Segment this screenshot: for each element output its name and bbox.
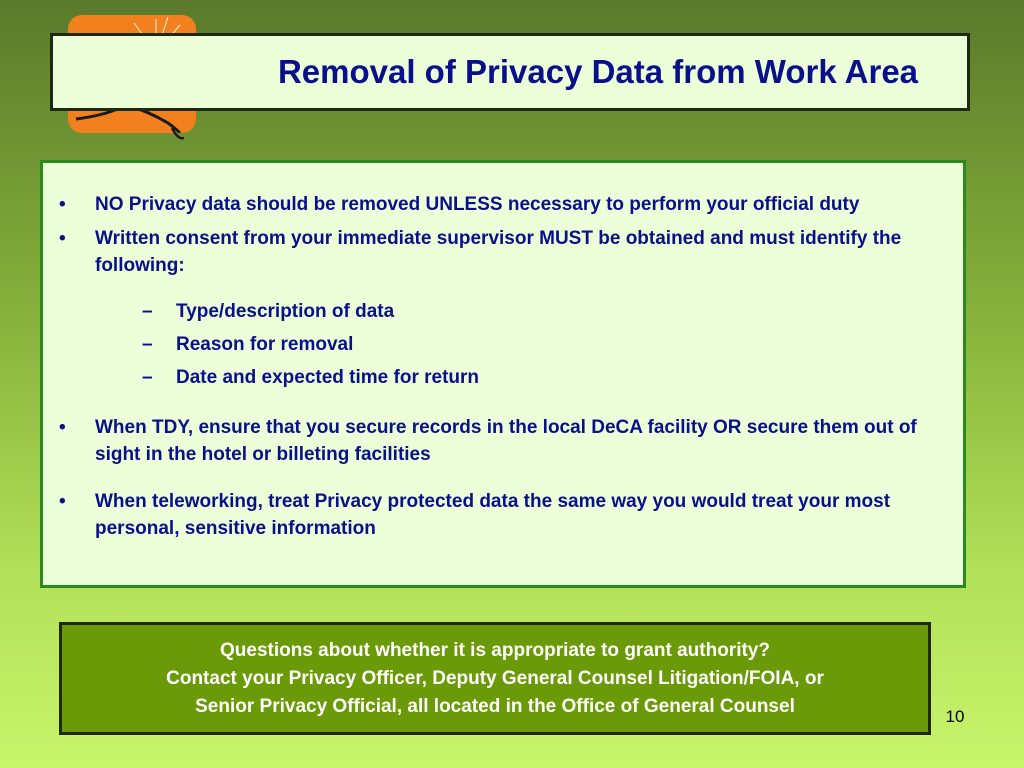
content-box (40, 160, 966, 588)
dash-marker: – (142, 301, 153, 322)
list-item (59, 488, 957, 542)
sub-item-text: Reason for removal (176, 334, 354, 355)
bullet-text: When teleworking, treat Privacy protected data the same way you would treat your most personal, sensitive information (95, 491, 891, 539)
list-item (59, 191, 957, 218)
dash-marker: – (142, 367, 153, 388)
sub-list-item (95, 295, 957, 328)
sub-list-item (95, 361, 957, 394)
bullet-marker: • (59, 194, 66, 215)
dash-marker: – (142, 334, 153, 355)
bullet-text: When TDY, ensure that you secure records in the local DeCA facility OR secure them out of sight in the hotel or billeting facilities (95, 417, 917, 465)
bullet-text: Written consent from your immediate supervisor MUST be obtained and must identify the following: (95, 228, 902, 276)
notice-line: Contact your Privacy Officer, Deputy General Counsel Litigation/FOIA, or (166, 667, 824, 689)
sub-item-text: Type/description of data (176, 301, 395, 322)
notice-line: Questions about whether it is appropriate to grant authority? (220, 639, 770, 661)
page-number: 10 (945, 707, 965, 726)
title-box (50, 33, 970, 111)
notice-line: Senior Privacy Official, all located in the Office of General Counsel (195, 695, 795, 717)
bullet-marker: • (59, 417, 66, 438)
sub-list (95, 295, 957, 394)
shoe-icon (168, 126, 188, 146)
page-title: Removal of Privacy Data from Work Area (277, 53, 919, 90)
bullet-list (59, 191, 957, 542)
sub-list-item (95, 328, 957, 361)
list-item (59, 225, 957, 394)
bullet-marker: • (59, 228, 66, 249)
sub-item-text: Date and expected time for return (176, 367, 480, 388)
notice-box (59, 622, 931, 735)
bullet-marker: • (59, 491, 66, 512)
bullet-text: NO Privacy data should be removed UNLESS necessary to perform your official duty (95, 194, 860, 215)
list-item (59, 414, 957, 468)
